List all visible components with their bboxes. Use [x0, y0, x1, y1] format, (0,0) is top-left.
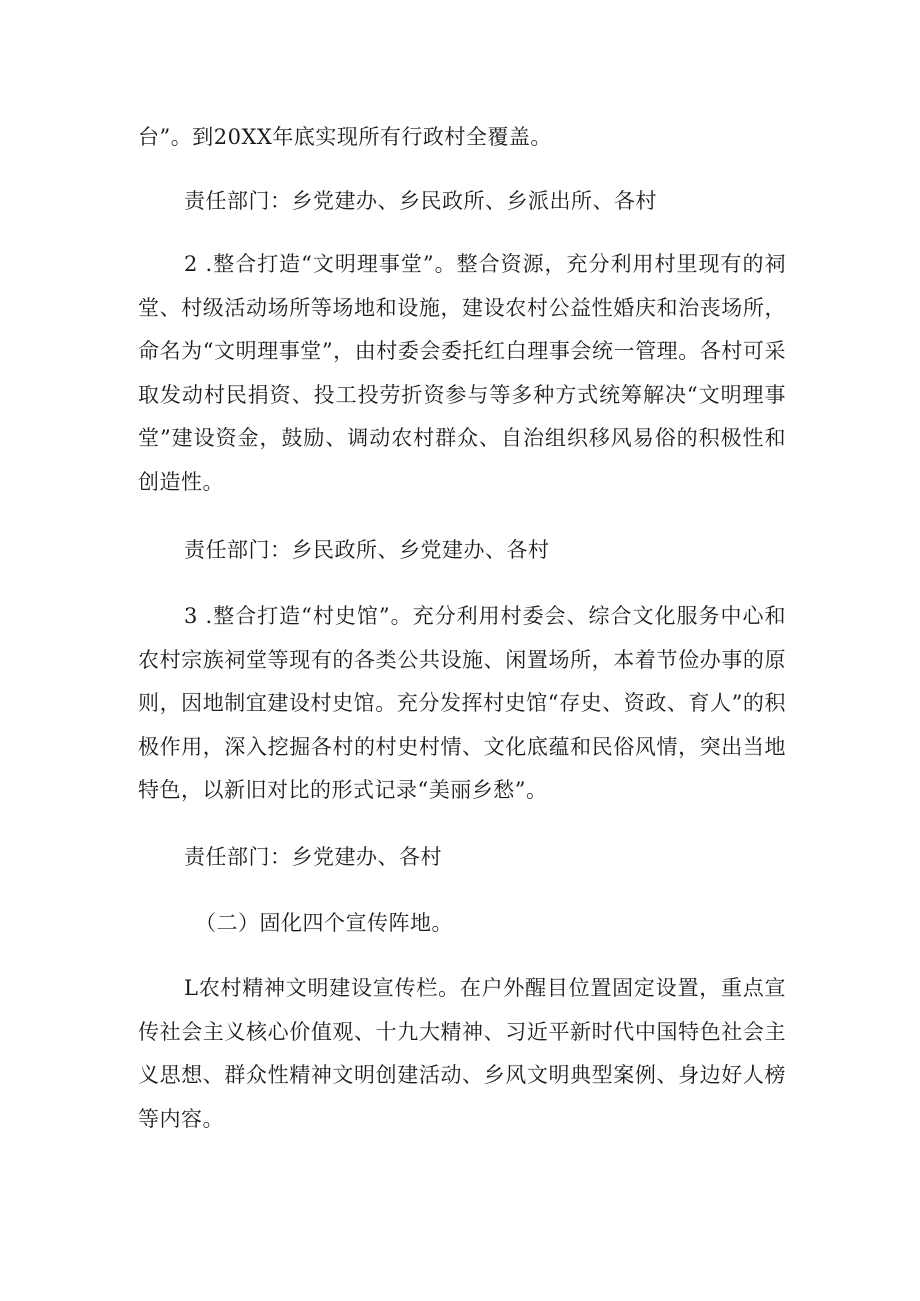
item-2-paragraph: 2 .整合打造“文明理事堂”。整合资源，充分利用村里现有的祠堂、村级活动场所等场地和设施，建设农村公益性婚庆和治丧场所，命名为“文明理事堂”，由村委会委托红白理事会统一管理。各村可采取发动村民捐资、投工投劳折资参与等多种方式统筹解决“文明理事堂”建设资金，鼓励、调动农村群众、自治组织移风易俗的积极性和创造性。 [138, 252, 786, 494]
responsible-departments-2: 责任部门：乡民政所、乡党建办、各村 [184, 538, 550, 562]
item-3-paragraph: 3 .整合打造“村史馆”。充分利用村委会、综合文化服务中心和农村宗族祠堂等现有的各类公共设施、闲置场所，本着节俭办事的原则，因地制宜建设村史馆。充分发挥村史馆“存史、资政、育人”的积极作用，深入挖掘各村的村史村情、文化底蕴和民俗风情，突出当地特色，以新旧对比的形式记录“美丽乡愁”。 [138, 604, 786, 802]
responsible-departments-1: 责任部门：乡党建办、乡民政所、乡派出所、各村 [184, 189, 657, 213]
item-L-paragraph: L农村精神文明建设宣传栏。在户外醒目位置固定设置，重点宣传社会主义核心价值观、十九大精神、习近平新时代中国特色社会主义思想、群众性精神文明创建活动、乡风文明典型案例、身边好人榜等内容。 [138, 976, 786, 1131]
section-heading: （二）固化四个宣传阵地。 [195, 911, 453, 935]
responsible-departments-3: 责任部门：乡党建办、各村 [184, 845, 442, 869]
continuation-line: 台”。到20XX年底实现所有行政村全覆盖。 [138, 125, 552, 149]
